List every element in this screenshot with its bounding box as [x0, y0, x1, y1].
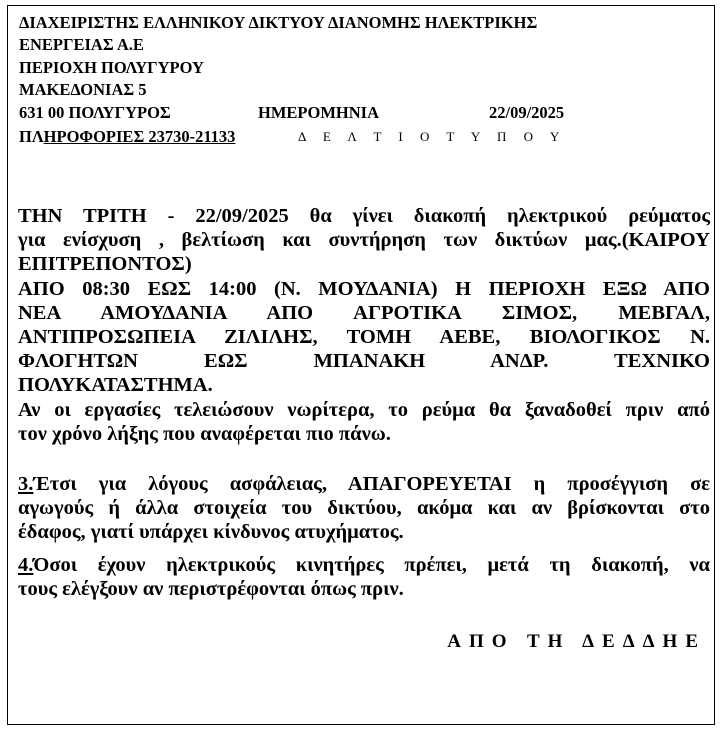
intro-line: για ενίσχυση , βελτίωση και συντήρηση των δικτύων μας.(ΚΑΙΡΟΥ	[18, 229, 710, 251]
signature: ΑΠΟ ΤΗ ΔΕΔΔΗΕ	[447, 631, 706, 652]
item-3-text: Έτσι για λόγους ασφάλειας, ΑΠΑΓΟΡΕΥΕΤΑΙ η προσέγγιση σε	[33, 473, 710, 495]
date-value: 22/09/2025	[489, 103, 565, 122]
outage-area-paragraph	[18, 277, 710, 397]
region: ΠΕΡΙΟΧΗ ΠΟΛΥΓΥΡΟΥ	[19, 58, 204, 77]
intro-line: ΤΗΝ ΤΡΙΤΗ - 22/09/2025 θα γίνει διακοπή ηλεκτρικού ρεύματος	[18, 205, 710, 227]
item-3-line	[18, 472, 710, 496]
area-line: ΑΝΤΙΠΡΟΣΩΠΕΙΑ ΖΙΛΙΛΗΣ, ΤΟΜΗ ΑΕΒΕ, ΒΙΟΛΟΓΙΚΟΣ Ν.	[18, 326, 710, 348]
item-3-paragraph	[18, 472, 710, 544]
item-3-line: έδαφος, γιατί υπάρχει κίνδυνος ατυχήματος.	[18, 521, 404, 543]
org-name-line2: ΕΝΕΡΓΕΙΑΣ Α.Ε	[19, 35, 144, 54]
item-3-line: αγωγούς ή άλλα στοιχεία του δικτύου, ακόμα και αν βρίσκονται στο	[18, 497, 710, 519]
restore-line: τον χρόνο λήξης που αναφέρεται πιο πάνω.	[18, 423, 391, 445]
street-address: ΜΑΚΕΔΟΝΙΑΣ 5	[19, 80, 147, 99]
item-4-paragraph	[18, 553, 710, 601]
area-line: ΠΟΛΥΚΑΤΑΣΤΗΜΑ.	[18, 374, 213, 396]
restore-paragraph	[18, 398, 710, 446]
intro-line: ΕΠΙΤΡΕΠΟΝΤΟΣ)	[18, 253, 192, 275]
item-4-line	[18, 553, 710, 577]
item-4-text: Όσοι έχουν ηλεκτρικούς κινητήρες πρέπει, μετά τη διακοπή, να	[33, 554, 710, 576]
item-4-number: 4.	[18, 554, 34, 576]
item-3-number: 3.	[18, 473, 34, 495]
org-name-line1: ΔΙΑΧΕΙΡΙΣΤΗΣ ΕΛΛΗΝΙΚΟΥ ΔΙΚΤΥΟΥ ΔΙΑΝΟΜΗΣ ΗΛΕΚΤΡΙΚΗΣ	[19, 13, 538, 32]
item-4-line: τους ελέγξουν αν περιστρέφονται όπως πριν.	[18, 578, 404, 600]
postcode-city: 631 00 ΠΟΛΥΓΥΡΟΣ	[19, 103, 171, 122]
date-label: ΗΜΕΡΟΜΗΝΙΑ	[258, 103, 379, 122]
info-phone: ΗΡΟΦΟΡΙΕΣ 23730-21133	[43, 127, 236, 146]
info-prefix: ΠΛ	[19, 127, 44, 146]
area-line: ΦΛΟΓΗΤΩΝ ΕΩΣ ΜΠΑΝΑΚΗ ΑΝΔΡ. ΤΕΧΝΙΚΟ	[18, 350, 710, 372]
info-line	[19, 126, 235, 148]
document-type: Δ Ε Λ Τ Ι Ο Τ Υ Π Ο Υ	[298, 129, 567, 144]
area-line: ΝΕΑ ΑΜΟΥΔΑΝΙΑ ΑΠΟ ΑΓΡΟΤΙΚΑ ΣΙΜΟΣ, ΜΕΒΓΑΛ,	[18, 302, 710, 324]
intro-paragraph	[18, 204, 710, 276]
area-line: ΑΠΟ 08:30 ΕΩΣ 14:00 (Ν. ΜΟΥΔΑΝΙΑ) Η ΠΕΡΙΟΧΗ ΕΞΩ ΑΠΟ	[18, 278, 710, 300]
restore-line: Αν οι εργασίες τελειώσουν νωρίτερα, το ρεύμα θα ξαναδοθεί πριν από	[18, 399, 710, 421]
press-release-page	[7, 5, 715, 725]
